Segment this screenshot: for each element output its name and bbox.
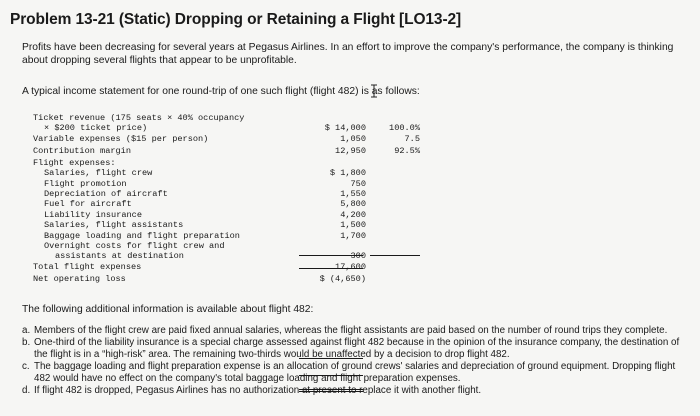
variable-expenses-amount: 1,050 (340, 133, 366, 144)
expense-label: Salaries, flight crew (44, 168, 153, 179)
variable-expenses-row (33, 133, 420, 144)
expense-amount: 1,550 (340, 188, 366, 199)
overnight-label-1: Overnight costs for flight crew and (44, 240, 225, 251)
margin-bottom-rule (299, 268, 363, 269)
overnight-amount: 300 (350, 251, 366, 262)
list-item-text: The baggage loading and flight preparation expense is an allocation of ground crews' salaries and depreciation of ground equipment. Dropping flight 482 would have no effect on the company's total baggage loading and flight preparation expenses. (34, 361, 676, 384)
intro-paragraph: Profits have been decreasing for several years at Pegasus Airlines. In an effort to improve the company's performance, the company is thinking about dropping several flights that appear to be unprofitable. (22, 42, 674, 66)
revenue-row-2 (33, 123, 420, 134)
expense-amount: 4,200 (340, 209, 366, 220)
list-item (22, 361, 690, 384)
margin-rule (299, 255, 363, 256)
expense-label: Flight promotion (44, 178, 127, 189)
lead-paragraph: A typical income statement for one round-trip of one such flight (flight 482) is as follows: (22, 86, 420, 97)
expense-row (33, 199, 373, 209)
expense-amount: 750 (350, 178, 366, 189)
info-heading: The following additional information is available about flight 482: (22, 304, 314, 315)
list-item (22, 337, 690, 360)
overnight-row-2 (33, 251, 373, 261)
list-marker: d. (22, 385, 31, 397)
revenue-label-1: Ticket revenue (175 seats × 40% occupancy (33, 113, 245, 123)
net-operating-loss-label: Net operating loss (33, 274, 126, 285)
contribution-margin-percent: 92.5% (394, 146, 420, 157)
list-item-text: One-third of the liability insurance is a special charge assessed against flight 482 because in the opinion of the insurance company, the destination of the flight is in a “high-risk” area. The remaining two-thirds would be unaffected by a decision to drop flight 482. (34, 337, 680, 360)
revenue-percent: 100.0% (389, 123, 420, 134)
expense-label: Baggage loading and flight preparation (44, 230, 240, 241)
total-flight-expenses-amount: 17,600 (335, 261, 366, 272)
net-operating-loss-row (33, 272, 373, 284)
revenue-label-2: × $200 ticket price) (44, 123, 148, 134)
expense-row (33, 231, 373, 241)
expense-label: Depreciation of aircraft (44, 188, 168, 199)
expense-amount: 5,800 (340, 199, 366, 210)
expense-amount: $ 1,800 (329, 168, 366, 179)
list-item (22, 325, 690, 336)
overnight-row-1 (33, 241, 373, 251)
expense-label: Fuel for aircraft (44, 199, 132, 210)
list-marker: b. (22, 337, 31, 349)
expense-row (33, 189, 373, 199)
expense-amount: 1,700 (340, 230, 366, 241)
text-cursor-icon (370, 84, 378, 98)
flight-expenses-header-row (33, 156, 373, 168)
expense-row (33, 168, 373, 178)
list-marker: a. (22, 325, 31, 336)
expense-label: Liability insurance (44, 209, 142, 220)
income-statement (33, 113, 420, 285)
flight-expenses-label: Flight expenses: (33, 158, 116, 169)
net-operating-loss-amount: $ (4,650) (319, 274, 366, 285)
variable-expenses-label: Variable expenses ($15 per person) (33, 133, 209, 144)
contribution-margin-amount: 12,950 (335, 146, 366, 157)
problem-title: Problem 13-21 (Static) Dropping or Retaining a Flight [LO13-2] (10, 11, 462, 28)
expense-row (33, 210, 373, 220)
info-list (22, 325, 690, 397)
list-item-text: Members of the flight crew are paid fixed annual salaries, whereas the flight assistants are paid based on the number of round trips they complete. (34, 325, 668, 336)
expense-row (33, 179, 373, 189)
overnight-label-2: assistants at destination (55, 251, 184, 262)
list-marker: c. (22, 361, 30, 373)
revenue-amount: $ 14,000 (324, 123, 366, 134)
expense-label: Salaries, flight assistants (44, 220, 184, 231)
total-flight-expenses-label: Total flight expenses (33, 261, 142, 272)
revenue-row (33, 113, 373, 123)
list-item (22, 385, 690, 396)
total-flight-expenses-row (33, 262, 373, 272)
list-item-text: If flight 482 is dropped, Pegasus Airlines has no authorization at present to replace it with another flight. (34, 385, 482, 397)
variable-expenses-percent: 7.5 (404, 133, 420, 144)
contribution-margin-label: Contribution margin (33, 146, 131, 157)
contribution-margin-row (33, 144, 420, 157)
expense-row (33, 220, 373, 230)
margin-pct-rule (370, 255, 420, 256)
expense-amount: 1,500 (340, 220, 366, 231)
